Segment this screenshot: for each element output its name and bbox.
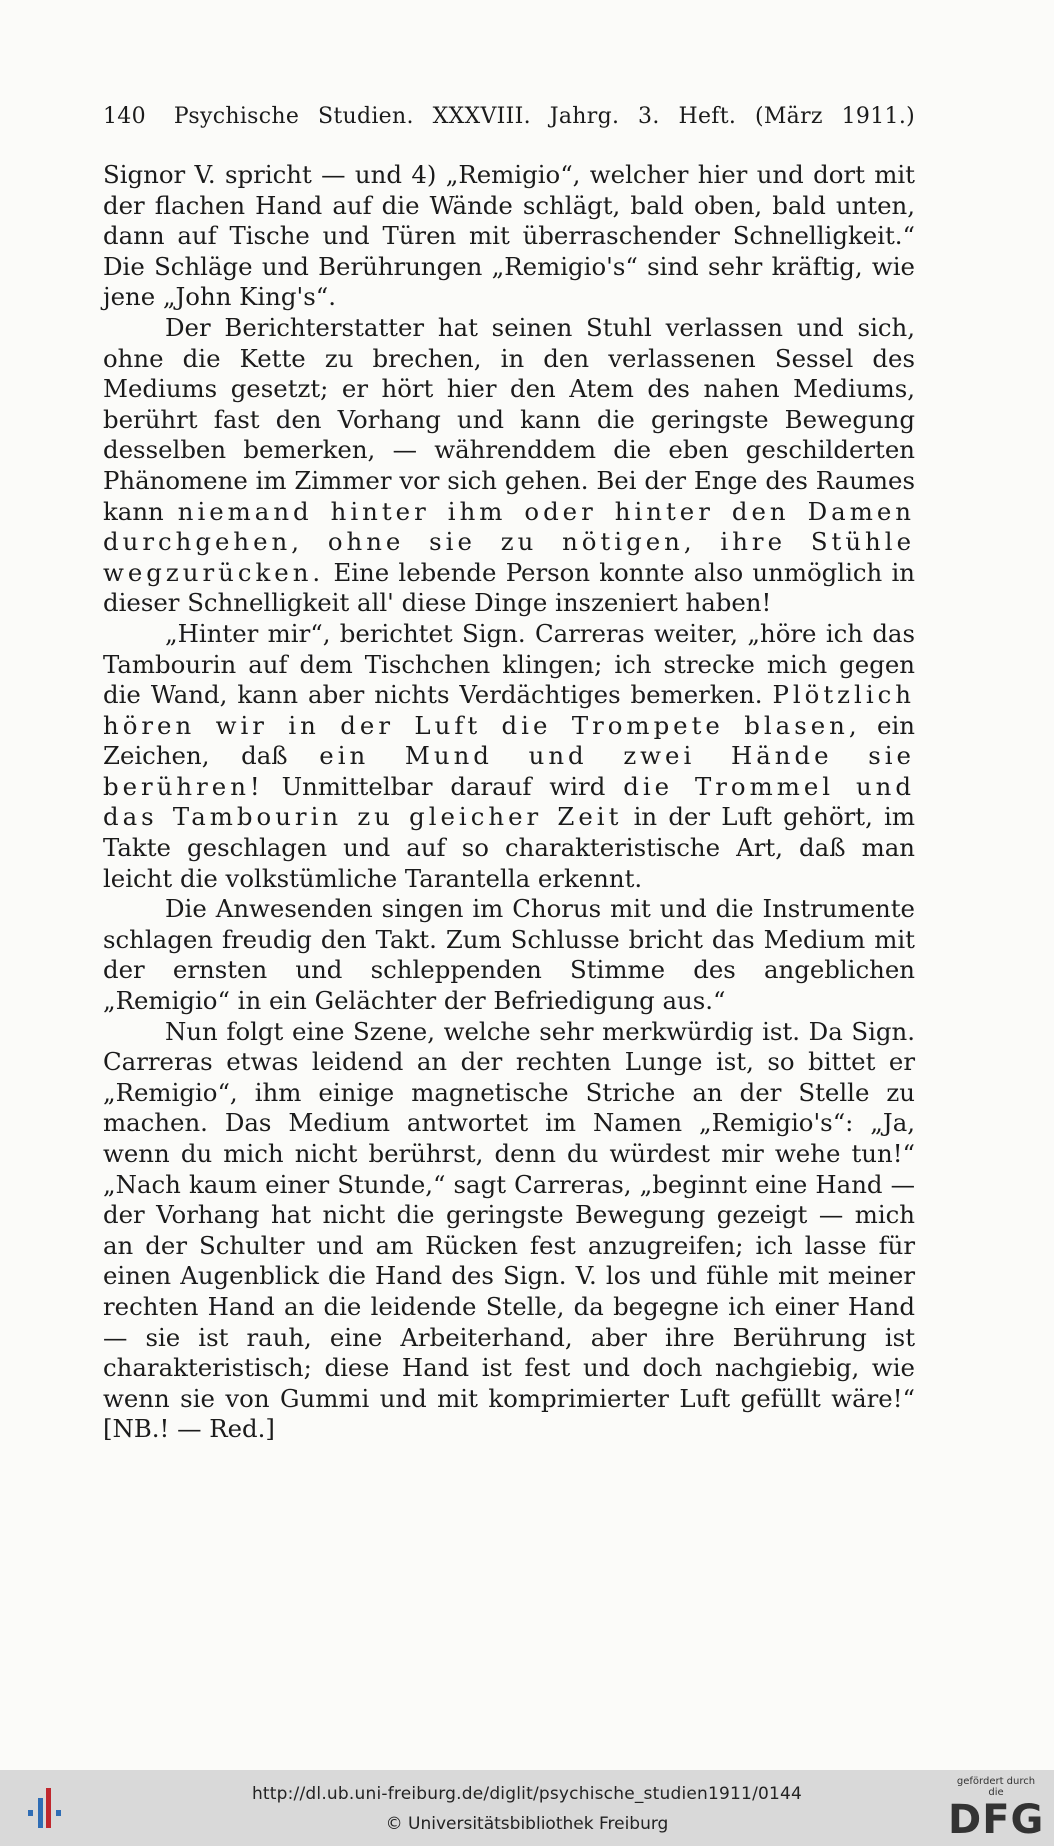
dfg-logo-text: DFG [948,1797,1045,1843]
paragraph [103,894,915,1016]
paragraph-text: ein Zeichen, daß [103,710,915,771]
paragraph-text: Signor V. spricht — und 4) „Remigio“, welcher hier und dort mit der flachen Hand auf die Wände schlägt, bald oben, bald unten, dann auf Tische und Türen mit überraschender Schnelligkeit.“ Die Schläge und Berührungen „Remigio's“ sind sehr kräftig, wie jene „John King's“. [103,160,915,312]
running-header [103,104,915,129]
page-number: 140 [103,104,146,129]
paragraph [103,619,915,894]
paragraph-text: in der Luft gehört, im Takte geschlagen und auf so charakteristische Art, daß man leicht die volkstümliche Tarantella erkennt. [103,802,915,893]
paragraph-text: Unmittelbar darauf wird [263,771,624,801]
running-title: Psychische Studien. XXXVIII. Jahrg. 3. Heft. (März 1911.) [173,104,915,129]
paragraph-text: Eine lebende Person konnte also unmöglich in dieser Schnelligkeit all' diese Dinge inszeniert haben! [103,557,915,618]
paragraph-text: Nun folgt eine Szene, welche sehr merkwürdig ist. Da Sign. Carreras etwas leidend an der rechten Lunge ist, so bittet er „Remigio“, ihm einige magnetische Striche an der Stelle zu machen. Das Medium antwortet im Namen „Remigio's“: „Ja, wenn du mich nicht berührst, denn du würdest mir wehe tun!“ „Nach kaum einer Stunde,“ sagt Carreras, „beginnt eine Hand — der Vorhang hat nicht die geringste Bewegung gezeigt — mich an der Schulter und am Rücken fest anzugreifen; ich lasse für einen Augenblick die Hand des Sign. V. los und fühle mit meiner rechten Hand an die leidende Stelle, da begegne ich einer Hand — sie ist rauh, eine Arbeiterhand, aber ihre Berührung ist charakteristisch; diese Hand ist fest und doch nachgiebig, wie wenn sie von Gummi und mit komprimierter Luft gefüllt wäre!“ [NB.! — Red.] [103,1016,915,1444]
paragraph-text: Die Anwesenden singen im Chorus mit und die Instrumente schlagen freudig den Takt. Zum Schlusse bricht das Medium mit der ernsten und schleppenden Stimme des angeblichen „Remigio“ in ein Gelächter der Befriedigung aus.“ [103,894,915,1016]
paragraph [103,313,915,619]
spaced-emphasis-text: die Trommel und das Tambourin zu gleicher Zeit [103,771,915,832]
document-url-link[interactable]: http://dl.ub.uni-freiburg.de/diglit/psychische_studien1911/0144 [251,1784,803,1804]
paragraph-text: Der Berichterstatter hat seinen Stuhl verlassen und sich, ohne die Kette zu brechen, in den verlassenen Sessel des Mediums gesetzt; er hört hier den Atem des nahen Mediums, berührt fast den Vorhang und kann die geringste Bewegung desselben bemerken, — währenddem die eben geschilderten Phänomene im Zimmer vor sich gehen. Bei der Enge des Raumes kann [103,312,915,526]
dfg-funding-logo [948,1776,1044,1842]
viewer-footer [0,1770,1054,1846]
spaced-emphasis-text: niemand hinter ihm oder hinter den Damen durchgehen, ohne sie zu nötigen, ihre Stühle wegzurücken. [103,496,915,587]
paragraph [103,160,915,313]
spaced-emphasis-text: ein Mund und zwei Hände sie berühren! [103,741,915,801]
body-text [103,160,915,1445]
paragraph [103,1017,915,1445]
paragraph-text: „Hinter mir“, berichtet Sign. Carreras weiter, „höre ich das Tambourin auf dem Tischchen klingen; ich strecke mich gegen die Wand, kann aber nichts Verdächtiges bemerken. [103,618,915,710]
copyright-text: © Universitätsbibliothek Freiburg [385,1814,669,1834]
spaced-emphasis-text: Plötzlich hören wir in der Luft die Trompete blasen, [103,680,915,740]
funding-note: gefördert durch die [956,1776,1036,1798]
